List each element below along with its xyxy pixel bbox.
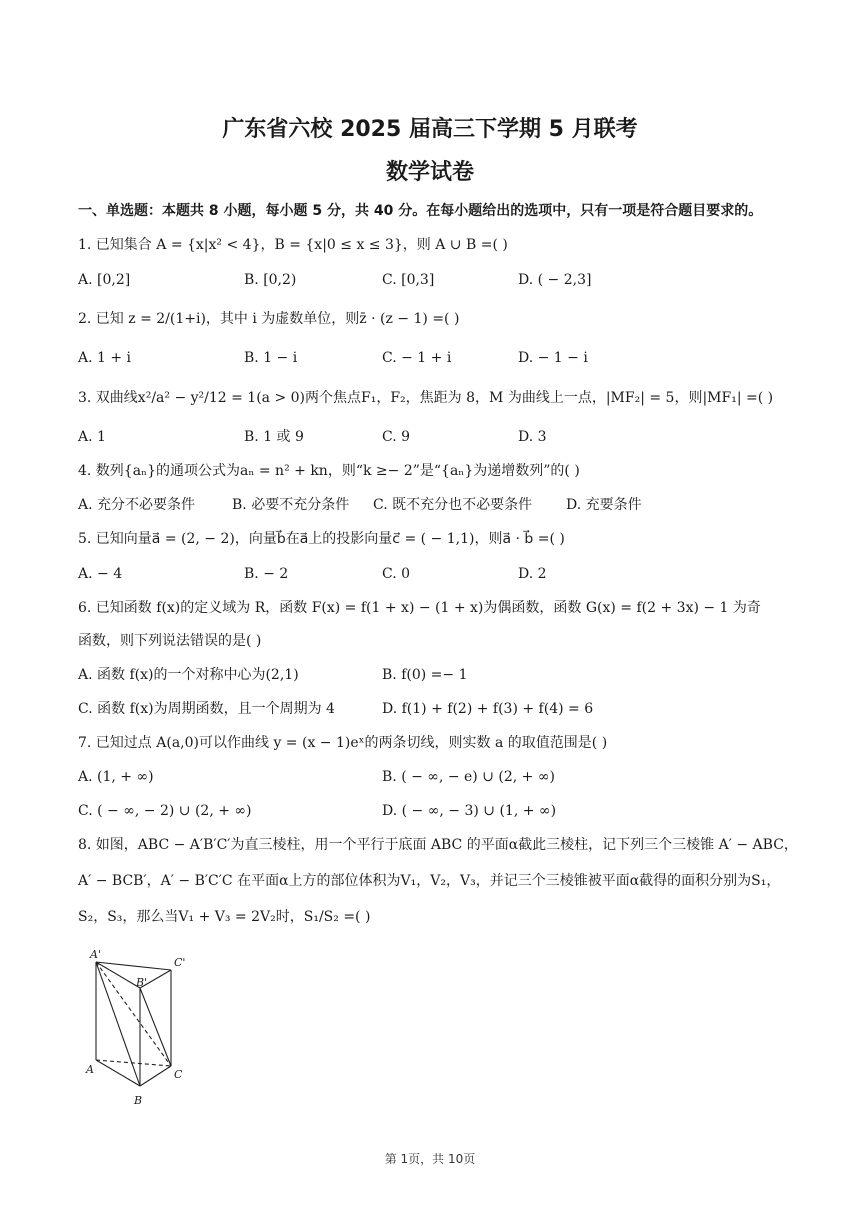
question-7-option-b: B. ( − ∞, − e) ∪ (2, + ∞) [382,769,555,785]
question-1-option-d: D. ( − 2,3] [518,272,592,288]
prism-figure [76,948,196,1108]
edge-bprime-c [140,988,171,1066]
question-5-option-d: D. 2 [518,566,547,582]
question-3-option-a: A. 1 [78,429,106,445]
question-6-option-a: A. 函数 f(x)的一个对称中心为(2,1) [78,667,299,683]
question-5-option-a: A. − 4 [78,566,123,582]
question-5-stem: 5. 已知向量a⃗ = (2, − 2)，向量b⃗在a⃗上的投影向量c⃗ = ( − 1,1)，则a⃗ · b⃗ =( ) [78,531,565,547]
question-7-option-c: C. ( − ∞, − 2) ∪ (2, + ∞) [78,803,252,819]
page-footer: 第 1页，共 10页 [384,1152,476,1166]
exam-subtitle: 数学试卷 [385,160,474,185]
question-8-stem-line-3: S₂，S₃，那么当V₁ + V₃ = 2V₂时，S₁/S₂ =( ) [78,909,371,925]
question-4-option-b: B. 必要不充分条件 [232,497,350,513]
edge-a-b [96,1060,140,1086]
question-6-stem-line-1: 6. 已知函数 f(x)的定义域为 R，函数 F(x) = f(1 + x) − (1 + x)为偶函数，函数 G(x) = f(2 + 3x) − 1 为奇 [78,600,761,616]
question-5-option-b: B. − 2 [244,566,289,582]
question-8-stem-line-1: 8. 如图，ABC − A′B′C′为直三棱柱，用一个平行于底面 ABC 的平面α截此三棱柱，记下列三个三棱锥 A′ − ABC， [78,837,798,853]
edge-b-c [140,1066,171,1086]
question-7-option-a: A. (1, + ∞) [78,769,154,785]
label-b: B [134,1094,143,1107]
question-6-option-b: B. f(0) =− 1 [382,667,468,683]
question-7-option-d: D. ( − ∞, − 3) ∪ (1, + ∞) [382,803,557,819]
question-6-option-c: C. 函数 f(x)为周期函数，且一个周期为 4 [78,701,335,717]
question-4-option-d: D. 充要条件 [566,497,642,513]
edge-aprime-b [96,962,140,1086]
label-c-prime: C' [174,956,186,969]
edge-a-c-hidden [96,1060,171,1066]
label-b-prime: B' [136,976,148,989]
exam-title: 广东省六校 2025 届高三下学期 5 月联考 [222,117,638,142]
question-3-option-b: B. 1 或 9 [244,429,304,445]
edge-aprime-c-hidden [96,962,171,1066]
question-5-option-c: C. 0 [382,566,411,582]
question-6-stem-line-2: 函数，则下列说法错误的是( ) [78,633,262,649]
question-1-option-a: A. [0,2] [78,272,131,288]
question-3-option-d: D. 3 [518,429,547,445]
question-2-option-d: D. − 1 − i [518,350,588,366]
question-2-option-b: B. 1 − i [244,350,298,366]
question-3-option-c: C. 9 [382,429,411,445]
question-3-stem: 3. 双曲线x²/a² − y²/12 = 1(a > 0)两个焦点F₁，F₂，焦距为 8，M 为曲线上一点，|MF₂| = 5，则|MF₁| =( ) [78,390,774,406]
question-2-option-a: A. 1 + i [78,350,132,366]
question-1-stem: 1. 已知集合 A = {x|x² < 4}，B = {x|0 ≤ x ≤ 3}，则 A ∪ B =( ) [78,237,508,253]
question-1-option-c: C. [0,3] [382,272,435,288]
label-a: A [86,1063,94,1076]
question-4-stem: 4. 数列{aₙ}的通项公式为aₙ = n² + kn，则“k ≥− 2”是“{aₙ}为递增数列”的( ) [78,463,580,479]
question-7-stem: 7. 已知过点 A(a,0)可以作曲线 y = (x − 1)eˣ的两条切线，则实数 a 的取值范围是( ) [78,735,608,751]
question-2-option-c: C. − 1 + i [382,350,452,366]
section-header: 一、单选题：本题共 8 小题，每小题 5 分，共 40 分。在每小题给出的选项中，只有一项是符合题目要求的。 [78,203,763,219]
question-6-option-d: D. f(1) + f(2) + f(3) + f(4) = 6 [382,701,594,717]
label-c: C [174,1068,183,1081]
question-2-stem: 2. 已知 z = 2/(1+i)，其中 i 为虚数单位，则z̄ · (z − 1) =( ) [78,311,460,327]
label-a-prime: A' [90,948,101,961]
question-4-option-c: C. 既不充分也不必要条件 [373,497,533,513]
question-1-option-b: B. [0,2) [244,272,297,288]
prism-edges [96,962,171,1086]
question-8-stem-line-2: A′ − BCB′，A′ − B′C′C 在平面α上方的部位体积为V₁，V₂，V₃，并记三个三棱锥被平面α截得的面积分别为S₁， [78,873,781,889]
question-4-option-a: A. 充分不必要条件 [78,497,196,513]
